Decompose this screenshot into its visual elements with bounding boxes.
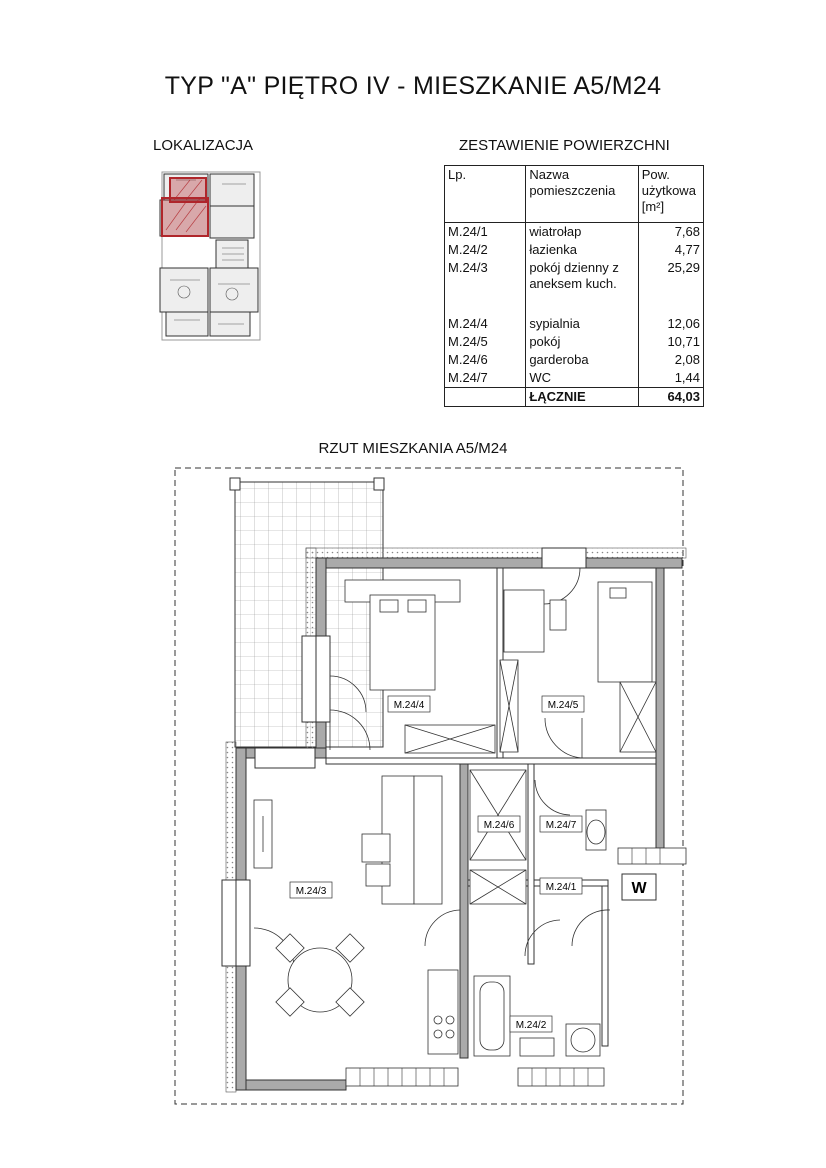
cell-total-area: 64,03 — [638, 388, 703, 407]
room-label-m24-3: M.24/3 — [295, 886, 327, 897]
cell-area: 1,44 — [638, 369, 703, 388]
room-label-m24-2: M.24/2 — [515, 1020, 547, 1031]
localization-thumbnail — [156, 170, 266, 345]
cell-area: 4,77 — [638, 241, 703, 259]
cell-lp: M.24/4 — [445, 315, 526, 333]
header-area: Pow. użytkowa [m²] — [638, 166, 703, 223]
table-row — [445, 351, 704, 369]
cell-lp: M.24/5 — [445, 333, 526, 351]
floor-plan — [170, 460, 690, 1110]
table-row — [445, 333, 704, 351]
cell-name: pokój — [526, 333, 638, 351]
cell-lp: M.24/7 — [445, 369, 526, 388]
plan-label: RZUT MIESZKANIA A5/M24 — [318, 440, 508, 457]
cell-lp — [445, 388, 526, 407]
table-row — [445, 223, 704, 242]
cell-name: łazienka — [526, 241, 638, 259]
table-row — [445, 259, 704, 315]
header-lp: Lp. — [445, 166, 526, 223]
cell-name: sypialnia — [526, 315, 638, 333]
header-room-name: Nazwa pomieszczenia — [526, 166, 638, 223]
room-label-m24-1: M.24/1 — [545, 882, 577, 893]
cell-lp: M.24/3 — [445, 259, 526, 315]
cell-area: 2,08 — [638, 351, 703, 369]
table-header-row — [445, 166, 704, 223]
table-row — [445, 369, 704, 388]
cell-name: garderoba — [526, 351, 638, 369]
table-total-row — [445, 388, 704, 407]
cell-lp: M.24/6 — [445, 351, 526, 369]
summary-label: ZESTAWIENIE POWIERZCHNI — [459, 137, 670, 154]
cell-area: 7,68 — [638, 223, 703, 242]
table-row — [445, 315, 704, 333]
room-label-m24-6: M.24/6 — [483, 820, 515, 831]
area-summary-table — [444, 165, 704, 407]
cell-lp: M.24/2 — [445, 241, 526, 259]
room-label-m24-7: M.24/7 — [545, 820, 577, 831]
cell-name: wiatrołap — [526, 223, 638, 242]
cell-lp: M.24/1 — [445, 223, 526, 242]
localization-label: LOKALIZACJA — [153, 137, 254, 154]
cell-area: 12,06 — [638, 315, 703, 333]
cell-total-label: ŁĄCZNIE — [526, 388, 638, 407]
table-row — [445, 241, 704, 259]
sign-w: W — [631, 880, 647, 897]
cell-name: pokój dzienny z aneksem kuch. — [526, 259, 638, 315]
page-title: TYP "A" PIĘTRO IV - MIESZKANIE A5/M24 — [164, 72, 662, 100]
cell-name: WC — [526, 369, 638, 388]
cell-area: 25,29 — [638, 259, 703, 315]
room-label-m24-5: M.24/5 — [547, 700, 579, 711]
room-label-m24-4: M.24/4 — [393, 700, 425, 711]
cell-area: 10,71 — [638, 333, 703, 351]
